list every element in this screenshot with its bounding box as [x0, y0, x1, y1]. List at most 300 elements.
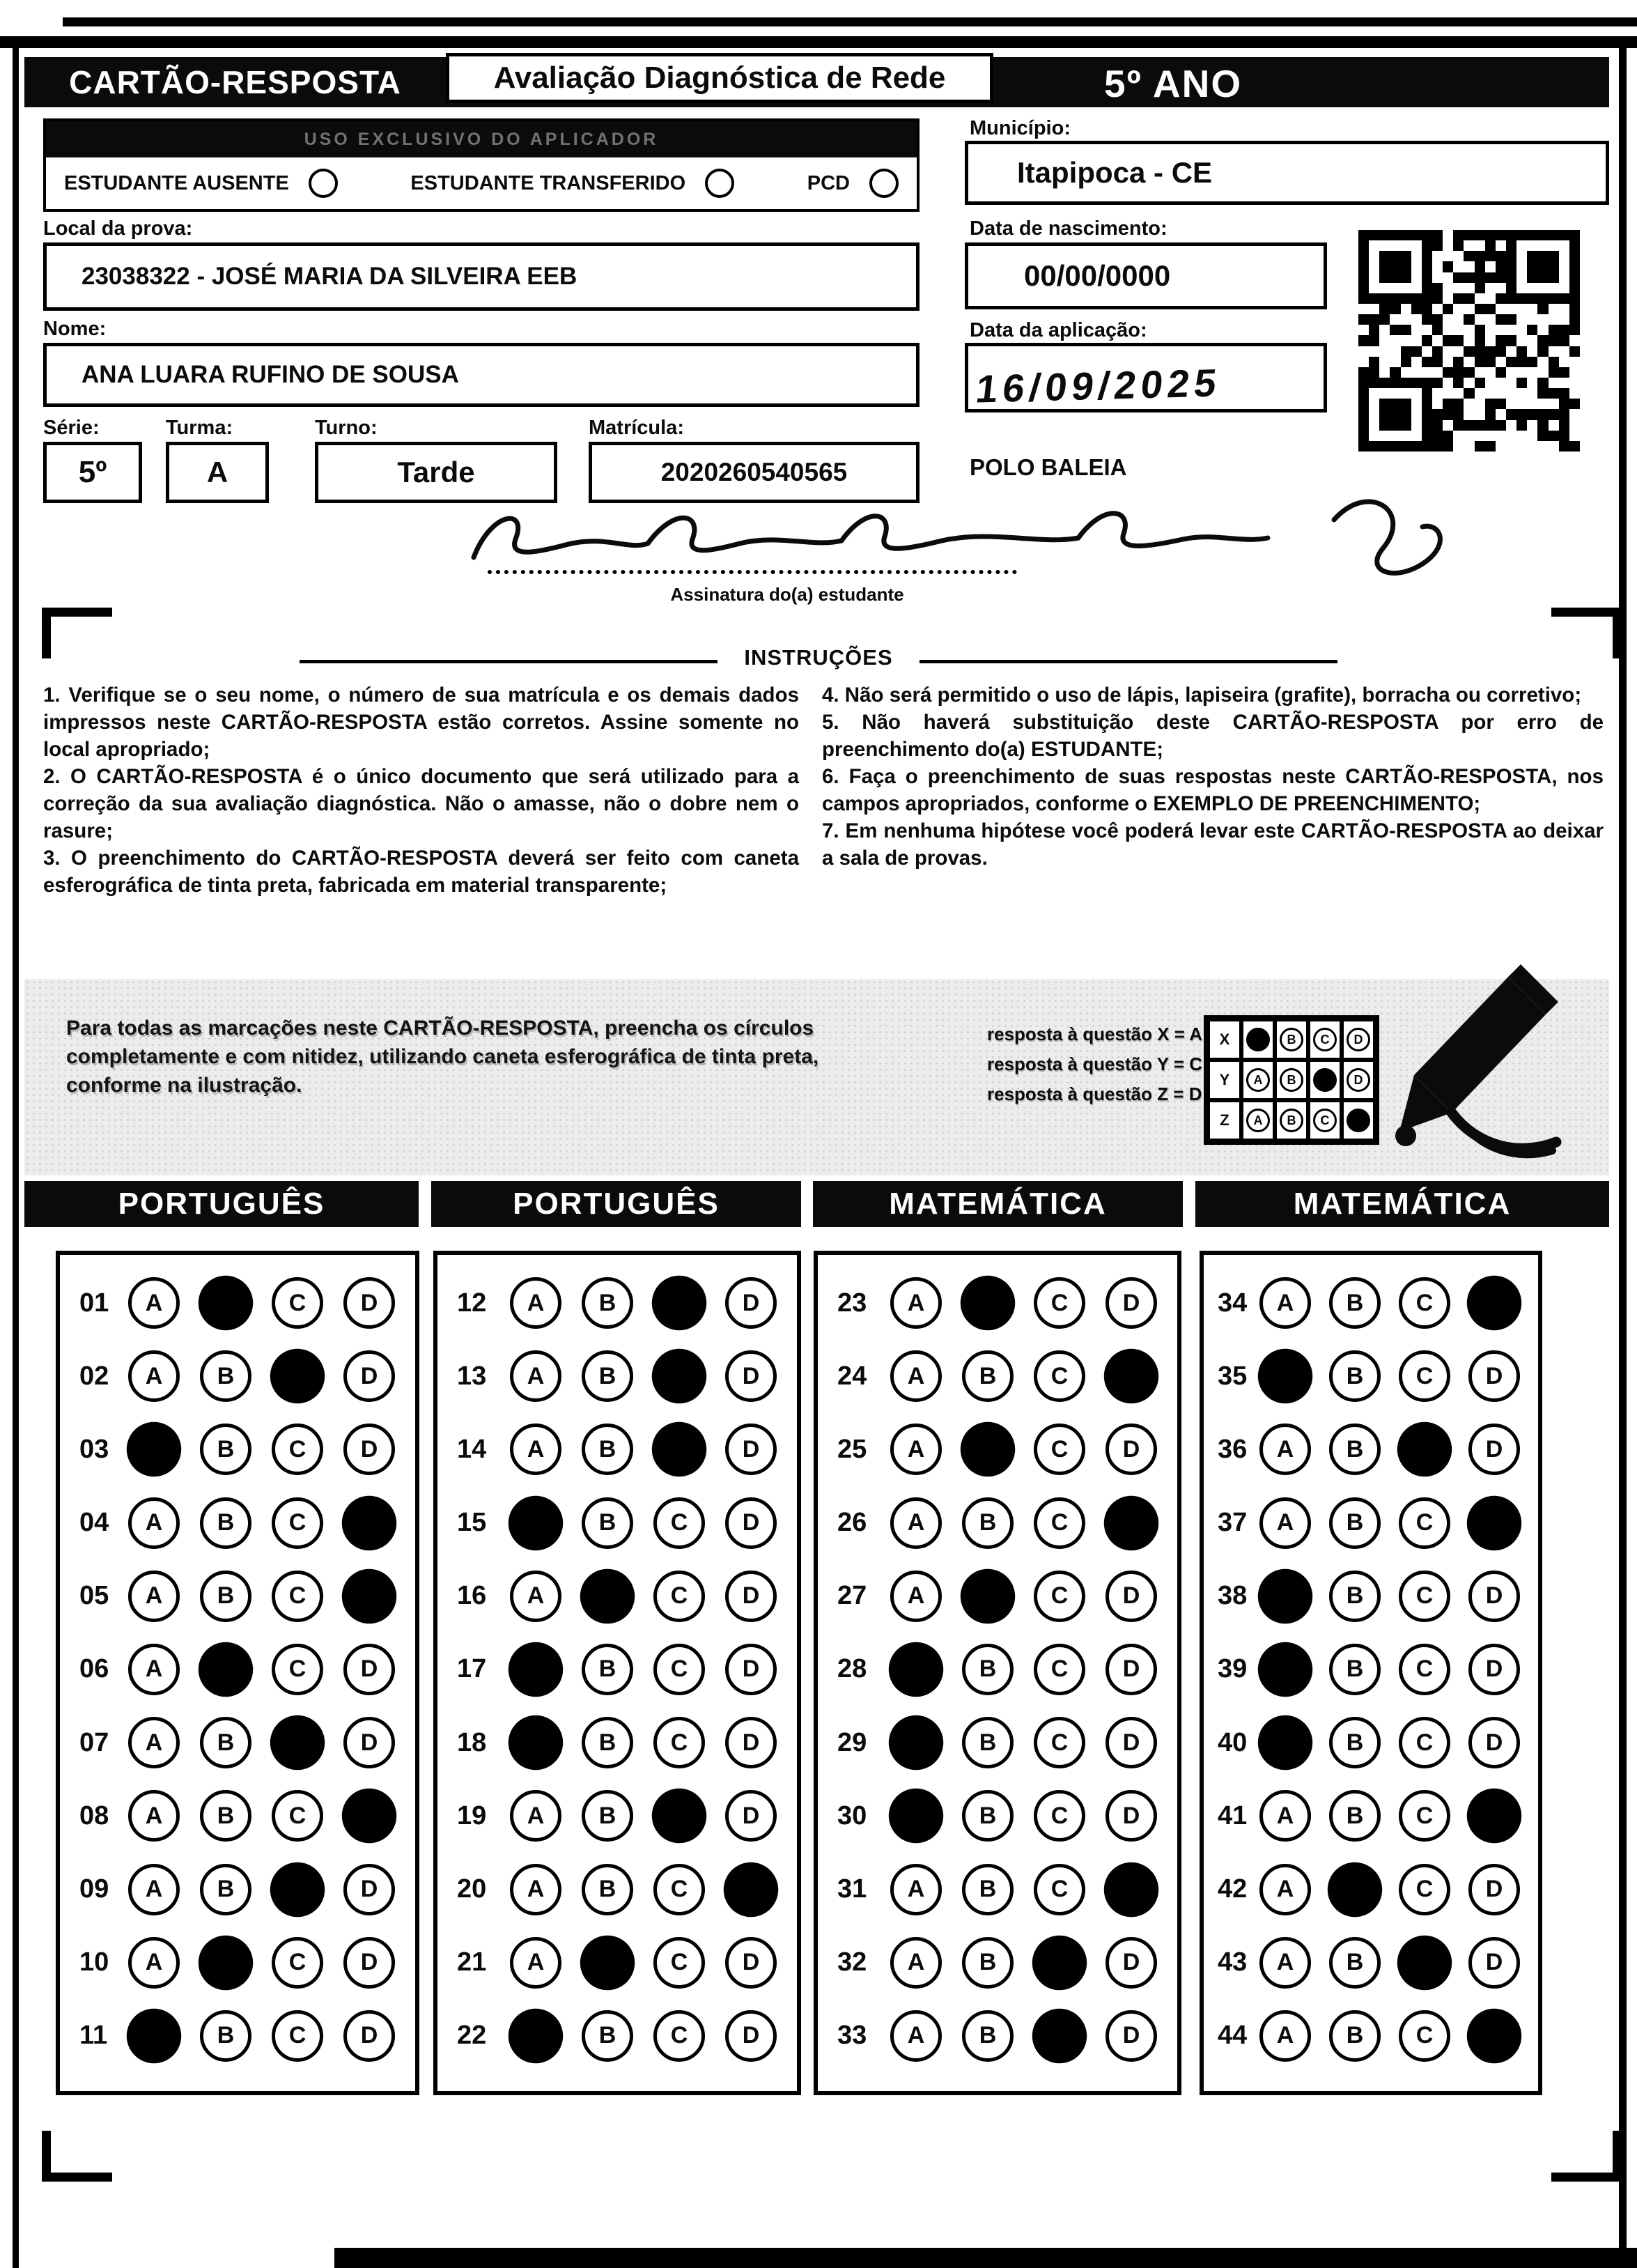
qr-module [1516, 399, 1527, 409]
answer-bubble-A[interactable]: A [1258, 1642, 1312, 1697]
qr-module [1559, 420, 1569, 431]
qr-module [1537, 261, 1548, 272]
qr-module [1537, 314, 1548, 325]
page-top-rule [63, 17, 1637, 26]
answer-bubble-C[interactable]: C [272, 1937, 323, 1989]
answer-bubble-B[interactable]: B [1329, 1350, 1381, 1402]
answer-bubble-D[interactable]: D [1467, 1789, 1521, 1843]
answer-bubble-A[interactable]: A [510, 1277, 561, 1329]
answer-bubble-A[interactable]: A [890, 2010, 942, 2062]
qr-module [1401, 420, 1411, 431]
answer-bubble-D[interactable]: D [343, 1350, 395, 1402]
answer-bubble-C[interactable]: C [270, 1862, 325, 1916]
answer-bubble-D[interactable]: D [1105, 1937, 1157, 1989]
qr-module [1464, 335, 1474, 346]
qr-module [1358, 367, 1369, 378]
answer-bubble-C[interactable]: C [272, 1790, 323, 1842]
answer-bubble-C[interactable]: C [1399, 1790, 1450, 1842]
answer-bubble-D[interactable]: D [1104, 1862, 1158, 1916]
answer-bubble-A[interactable]: A [509, 1715, 563, 1770]
qr-module [1485, 240, 1496, 251]
qr-module [1443, 283, 1453, 293]
answer-bubble-D[interactable]: D [1104, 1495, 1158, 1550]
qr-module [1516, 304, 1527, 314]
answer-bubble-B[interactable]: B [200, 1864, 251, 1915]
turma-box [166, 442, 269, 503]
answer-bubble-B[interactable]: B [200, 1424, 251, 1475]
answer-bubble-B[interactable]: B [962, 1497, 1014, 1549]
answer-bubble-D[interactable]: D [1467, 1276, 1521, 1330]
answer-bubble-A[interactable]: A [510, 1424, 561, 1475]
qr-module [1358, 314, 1369, 325]
qr-module [1485, 388, 1496, 399]
qr-module [1559, 357, 1569, 367]
qr-code [1358, 230, 1580, 452]
qr-module [1516, 261, 1527, 272]
answer-bubble-C[interactable]: C [652, 1422, 706, 1476]
status-label: ESTUDANTE AUSENTE [64, 171, 289, 194]
answer-bubble-D[interactable]: D [342, 1569, 396, 1623]
qr-module [1443, 409, 1453, 419]
answer-bubble-D[interactable]: D [343, 1277, 395, 1329]
answer-bubble-C[interactable]: C [1034, 1350, 1085, 1402]
answer-bubble-C[interactable]: C [272, 1424, 323, 1475]
answer-bubble-D[interactable]: D [725, 1424, 777, 1475]
example-row-label: Y [1208, 1060, 1241, 1100]
qr-module [1390, 293, 1400, 304]
answer-bubble-D[interactable]: D [725, 1644, 777, 1695]
answer-bubble-B[interactable]: B [961, 1569, 1015, 1623]
answer-bubble-B[interactable]: B [582, 1277, 633, 1329]
instructions-rule-right [920, 660, 1337, 663]
answer-bubble-B[interactable]: B [199, 1642, 253, 1697]
answer-bubble-C[interactable]: C [653, 1937, 705, 1989]
answer-bubble-B[interactable]: B [1329, 1424, 1381, 1475]
answer-bubble-B[interactable]: B [582, 1790, 633, 1842]
answer-bubble-B[interactable]: B [1329, 1937, 1381, 1989]
answer-bubble-B[interactable]: B [962, 2010, 1014, 2062]
turma-label: Turma: [166, 417, 233, 439]
example-bubble-B: B [1280, 1109, 1303, 1132]
qr-module [1443, 357, 1453, 367]
qr-module [1559, 251, 1569, 261]
answer-bubble-C[interactable]: C [653, 1571, 705, 1622]
answer-bubble-A[interactable]: A [1259, 1497, 1311, 1549]
answer-bubble-D[interactable]: D [724, 1862, 778, 1916]
answer-bubble-C[interactable]: C [1034, 1644, 1085, 1695]
example-row [1208, 1019, 1375, 1060]
answer-bubble-C[interactable]: C [1399, 1350, 1450, 1402]
answer-bubble-A[interactable]: A [127, 1422, 181, 1476]
answer-bubble-A[interactable]: A [1259, 1790, 1311, 1842]
answer-bubble-A[interactable]: A [127, 2009, 181, 2063]
qr-module [1464, 314, 1474, 325]
qr-module [1379, 409, 1390, 419]
answer-bubble-C[interactable]: C [1034, 1497, 1085, 1549]
answer-bubble-A[interactable]: A [128, 1571, 180, 1622]
answer-bubble-B[interactable]: B [962, 1790, 1014, 1842]
answer-bubble-D[interactable]: D [343, 1864, 395, 1915]
answer-bubble-A[interactable]: A [1258, 1349, 1312, 1403]
answer-bubble-C[interactable]: C [653, 1497, 705, 1549]
answer-bubble-D[interactable]: D [1468, 1644, 1520, 1695]
answer-bubble-A[interactable]: A [128, 1277, 180, 1329]
qr-module [1358, 357, 1369, 367]
qr-module [1453, 441, 1464, 452]
answer-bubble-B[interactable]: B [1328, 1862, 1382, 1916]
answer-bubble-D[interactable]: D [725, 1790, 777, 1842]
answer-bubble-D[interactable]: D [1468, 1571, 1520, 1622]
answer-bubble-A[interactable]: A [889, 1715, 943, 1770]
answer-bubble-C[interactable]: C [1034, 1571, 1085, 1622]
answer-bubble-C[interactable]: C [1034, 1717, 1085, 1768]
qr-module [1464, 420, 1474, 431]
answer-bubble-A[interactable]: A [128, 1644, 180, 1695]
answer-bubble-D[interactable]: D [725, 1350, 777, 1402]
example-bubble-D: D [1347, 1068, 1370, 1092]
answer-bubble-C[interactable]: C [1399, 1864, 1450, 1915]
ausente-bubble[interactable] [309, 169, 338, 198]
qr-module [1390, 335, 1400, 346]
qr-module [1453, 272, 1464, 283]
answer-bubble-B[interactable]: B [962, 1350, 1014, 1402]
answer-bubble-B[interactable]: B [961, 1276, 1015, 1330]
qr-module [1506, 367, 1516, 378]
answer-grid-portugues-2 [433, 1251, 801, 2095]
answer-bubble-A[interactable]: A [128, 1497, 180, 1549]
qr-module [1485, 441, 1496, 452]
answer-bubble-D[interactable]: D [725, 1571, 777, 1622]
answer-bubble-A[interactable]: A [1258, 1569, 1312, 1623]
answer-bubble-B[interactable]: B [1329, 1571, 1381, 1622]
answer-bubble-A[interactable]: A [509, 1495, 563, 1550]
qr-module [1358, 431, 1369, 441]
qr-module [1443, 261, 1453, 272]
qr-module [1390, 272, 1400, 283]
answer-bubble-D[interactable]: D [1468, 1424, 1520, 1475]
answer-bubble-C[interactable]: C [653, 1864, 705, 1915]
answer-bubble-B[interactable]: B [582, 1864, 633, 1915]
answer-bubble-D[interactable]: D [1105, 1424, 1157, 1475]
answer-bubble-C[interactable]: C [653, 1717, 705, 1768]
qr-module [1496, 283, 1506, 293]
answer-bubble-C[interactable]: C [1034, 1277, 1085, 1329]
answer-bubble-B[interactable]: B [580, 1569, 635, 1623]
question-row [437, 1497, 797, 1549]
answer-bubble-C[interactable]: C [272, 2010, 323, 2062]
answer-bubble-D[interactable]: D [342, 1789, 396, 1843]
qr-module [1485, 399, 1496, 409]
qr-module [1369, 409, 1379, 419]
question-number: 13 [457, 1361, 487, 1391]
answer-bubble-A[interactable]: A [890, 1350, 942, 1402]
answer-bubble-C[interactable]: C [1034, 1424, 1085, 1475]
qr-module [1516, 420, 1527, 431]
qr-module [1549, 293, 1559, 304]
section-header-matematica-1: MATEMÁTICA [813, 1181, 1183, 1227]
answer-bubble-D[interactable]: D [725, 1937, 777, 1989]
answer-bubble-B[interactable]: B [962, 1864, 1014, 1915]
transferido-bubble[interactable] [705, 169, 734, 198]
question-row [60, 2010, 415, 2062]
answer-bubble-A[interactable]: A [1259, 1424, 1311, 1475]
answer-bubble-A[interactable]: A [509, 2009, 563, 2063]
question-number: 02 [79, 1361, 109, 1391]
question-row [1204, 1424, 1538, 1475]
answer-bubble-B[interactable]: B [582, 1717, 633, 1768]
answer-bubble-D[interactable]: D [1468, 1717, 1520, 1768]
answer-bubble-D[interactable]: D [725, 1717, 777, 1768]
municipio-value: Itapipoca - CE [1017, 156, 1213, 189]
question-number: 05 [79, 1581, 109, 1611]
answer-bubble-D[interactable]: D [1105, 1277, 1157, 1329]
answer-bubble-D[interactable]: D [1468, 1937, 1520, 1989]
answer-bubble-A[interactable]: A [890, 1571, 942, 1622]
answer-bubble-C[interactable]: C [272, 1644, 323, 1695]
aplicacao-label: Data da aplicação: [970, 319, 1147, 341]
answer-bubble-C[interactable]: C [652, 1276, 706, 1330]
answer-bubble-B[interactable]: B [582, 1497, 633, 1549]
answer-bubble-D[interactable]: D [343, 1424, 395, 1475]
answer-bubble-A[interactable]: A [510, 1937, 561, 1989]
answer-bubble-D[interactable]: D [1105, 1790, 1157, 1842]
fill-example-box [24, 979, 1609, 1175]
card-title: CARTÃO-RESPOSTA [69, 64, 401, 100]
question-row [818, 1864, 1177, 1915]
answer-bubble-B[interactable]: B [1329, 1277, 1381, 1329]
answer-bubble-D[interactable]: D [343, 1717, 395, 1768]
answer-bubble-A[interactable]: A [510, 1350, 561, 1402]
answer-bubble-B[interactable]: B [200, 1497, 251, 1549]
answer-bubble-D[interactable]: D [725, 1497, 777, 1549]
qr-module [1411, 314, 1422, 325]
question-row [818, 1350, 1177, 1402]
answer-bubble-D[interactable]: D [1105, 1717, 1157, 1768]
qr-module [1390, 240, 1400, 251]
qr-module [1401, 346, 1411, 357]
answer-bubble-B[interactable]: B [199, 1276, 253, 1330]
qr-module [1358, 441, 1369, 452]
question-row [437, 1644, 797, 1695]
answer-bubble-B[interactable]: B [961, 1422, 1015, 1476]
answer-bubble-B[interactable]: B [582, 1350, 633, 1402]
qr-module [1432, 293, 1443, 304]
answer-bubble-A[interactable]: A [889, 1642, 943, 1697]
answer-bubble-A[interactable]: A [128, 1717, 180, 1768]
qr-module [1475, 388, 1485, 399]
answer-bubble-C[interactable]: C [272, 1497, 323, 1549]
qr-module [1475, 378, 1485, 388]
answer-bubble-A[interactable]: A [128, 1350, 180, 1402]
qr-module [1485, 325, 1496, 335]
qr-module [1369, 314, 1379, 325]
answer-bubble-B[interactable]: B [962, 1644, 1014, 1695]
question-number: 32 [837, 1947, 867, 1977]
answer-bubble-B[interactable]: B [200, 2010, 251, 2062]
answer-bubble-B[interactable]: B [962, 1717, 1014, 1768]
answer-bubble-D[interactable]: D [1467, 1495, 1521, 1550]
answer-bubble-B[interactable]: B [1329, 1644, 1381, 1695]
answer-bubble-A[interactable]: A [890, 1277, 942, 1329]
qr-module [1527, 367, 1537, 378]
qr-module [1401, 409, 1411, 419]
example-bubble-B: B [1280, 1028, 1303, 1051]
answer-bubble-B[interactable]: B [200, 1717, 251, 1768]
answer-bubble-B[interactable]: B [1329, 1790, 1381, 1842]
qr-module [1379, 388, 1390, 399]
answer-bubble-C[interactable]: C [270, 1715, 325, 1770]
qr-module [1432, 346, 1443, 357]
answer-bubble-C[interactable]: C [652, 1789, 706, 1843]
answer-bubble-D[interactable]: D [725, 2010, 777, 2062]
answer-bubble-B[interactable]: B [582, 1644, 633, 1695]
qr-module [1549, 314, 1559, 325]
answer-bubble-C[interactable]: C [1034, 1790, 1085, 1842]
answer-bubble-D[interactable]: D [342, 1495, 396, 1550]
qr-module [1464, 346, 1474, 357]
student-signature[interactable] [460, 496, 1470, 594]
qr-module [1549, 431, 1559, 441]
answer-bubble-D[interactable]: D [1468, 1864, 1520, 1915]
instructions-column-left [43, 681, 799, 899]
question-row [818, 1717, 1177, 1768]
answer-bubble-C[interactable]: C [1399, 1717, 1450, 1768]
qr-module [1527, 293, 1537, 304]
qr-module [1432, 283, 1443, 293]
answer-bubble-B[interactable]: B [580, 1935, 635, 1989]
answer-bubble-C[interactable]: C [1399, 1497, 1450, 1549]
qr-module [1369, 261, 1379, 272]
answer-bubble-A[interactable]: A [509, 1642, 563, 1697]
qr-module [1379, 441, 1390, 452]
answer-bubble-D[interactable]: D [343, 1644, 395, 1695]
answer-bubble-D[interactable]: D [1104, 1349, 1158, 1403]
answer-bubble-D[interactable]: D [343, 2010, 395, 2062]
answer-bubble-B[interactable]: B [582, 2010, 633, 2062]
question-row [437, 1424, 797, 1475]
answer-bubble-A[interactable]: A [889, 1789, 943, 1843]
instruction-item: 6. Faça o preenchimento de suas respostas neste CARTÃO-RESPOSTA, nos campos apropriados, conforme o EXEMPLO DE PREENCHIMENTO; [822, 765, 1604, 815]
qr-module [1516, 335, 1527, 346]
qr-module [1369, 293, 1379, 304]
qr-module [1475, 272, 1485, 283]
qr-module [1453, 409, 1464, 419]
qr-module [1496, 293, 1506, 304]
answer-bubble-C[interactable]: C [270, 1349, 325, 1403]
qr-module [1496, 251, 1506, 261]
qr-module [1369, 230, 1379, 240]
answer-bubble-D[interactable]: D [1105, 1644, 1157, 1695]
answer-bubble-A[interactable]: A [890, 1424, 942, 1475]
qr-module [1369, 251, 1379, 261]
qr-module [1432, 325, 1443, 335]
answer-bubble-A[interactable]: A [510, 1790, 561, 1842]
answer-bubble-C[interactable]: C [272, 1571, 323, 1622]
qr-module [1485, 283, 1496, 293]
answer-bubble-C[interactable]: C [1034, 1864, 1085, 1915]
answer-bubble-A[interactable]: A [1258, 1715, 1312, 1770]
qr-module [1422, 388, 1432, 399]
instruction-item: 3. O preenchimento do CARTÃO-RESPOSTA deverá ser feito com caneta esferográfica de tinta preta, fabricada em material transparente; [43, 847, 799, 897]
answer-bubble-D[interactable]: D [725, 1277, 777, 1329]
answer-bubble-C[interactable]: C [1397, 1935, 1452, 1989]
page-bottom-rule [334, 2248, 1637, 2268]
pcd-bubble[interactable] [869, 169, 899, 198]
answer-bubble-A[interactable]: A [1259, 2010, 1311, 2062]
qr-module [1411, 293, 1422, 304]
answer-bubble-B[interactable]: B [1329, 2010, 1381, 2062]
question-number: 23 [837, 1288, 867, 1318]
answer-bubble-C[interactable]: C [653, 2010, 705, 2062]
answer-bubble-D[interactable]: D [1468, 1350, 1520, 1402]
nascimento-box [965, 242, 1327, 309]
answer-bubble-A[interactable]: A [128, 1937, 180, 1989]
nome-value: ANA LUARA RUFINO DE SOUSA [82, 361, 459, 388]
answer-bubble-D[interactable]: D [1105, 1571, 1157, 1622]
answer-bubble-A[interactable]: A [510, 1571, 561, 1622]
answer-bubble-A[interactable]: A [128, 1864, 180, 1915]
qr-module [1453, 346, 1464, 357]
answer-bubble-D[interactable]: D [1105, 2010, 1157, 2062]
answer-bubble-B[interactable]: B [582, 1424, 633, 1475]
question-row [60, 1424, 415, 1475]
answer-bubble-A[interactable]: A [1259, 1937, 1311, 1989]
matricula-value: 2020260540565 [660, 458, 848, 486]
question-row [60, 1350, 415, 1402]
qr-module [1432, 230, 1443, 240]
answer-bubble-A[interactable]: A [128, 1790, 180, 1842]
answer-bubble-B[interactable]: B [1329, 1497, 1381, 1549]
answer-bubble-A[interactable]: A [890, 1497, 942, 1549]
qr-module [1369, 357, 1379, 367]
answer-bubble-D[interactable]: D [343, 1937, 395, 1989]
answer-bubble-C[interactable]: C [1399, 1277, 1450, 1329]
answer-bubble-A[interactable]: A [890, 1937, 942, 1989]
answer-bubble-C[interactable]: C [1399, 2010, 1450, 2062]
answer-bubble-B[interactable]: B [962, 1937, 1014, 1989]
answer-bubble-B[interactable]: B [199, 1935, 253, 1989]
answer-bubble-B[interactable]: B [1329, 1717, 1381, 1768]
answer-bubble-C[interactable]: C [653, 1644, 705, 1695]
answer-bubble-C[interactable]: C [1399, 1571, 1450, 1622]
answer-bubble-C[interactable]: C [652, 1349, 706, 1403]
question-number: 24 [837, 1361, 867, 1391]
question-number: 17 [457, 1654, 487, 1684]
qr-module [1358, 272, 1369, 283]
qr-module [1496, 431, 1506, 441]
qr-module [1527, 431, 1537, 441]
answer-bubble-C[interactable]: C [1397, 1422, 1452, 1476]
instruction-item: 7. Em nenhuma hipótese você poderá levar este CARTÃO-RESPOSTA ao deixar a sala de provas. [822, 819, 1604, 870]
section-header-portugues-2: PORTUGUÊS [431, 1181, 801, 1227]
qr-module [1422, 335, 1432, 346]
answer-bubble-B[interactable]: B [200, 1571, 251, 1622]
answer-bubble-C[interactable]: C [1032, 2009, 1087, 2063]
answer-bubble-A[interactable]: A [510, 1864, 561, 1915]
answer-bubble-C[interactable]: C [1399, 1644, 1450, 1695]
answer-bubble-A[interactable]: A [890, 1864, 942, 1915]
answer-bubble-D[interactable]: D [1467, 2009, 1521, 2063]
answer-bubble-B[interactable]: B [200, 1350, 251, 1402]
qr-module [1549, 261, 1559, 272]
answer-bubble-A[interactable]: A [1259, 1864, 1311, 1915]
answer-bubble-A[interactable]: A [1259, 1277, 1311, 1329]
qr-module [1569, 335, 1580, 346]
answer-bubble-C[interactable]: C [1032, 1935, 1087, 1989]
answer-bubble-C[interactable]: C [272, 1277, 323, 1329]
answer-bubble-B[interactable]: B [200, 1790, 251, 1842]
qr-module [1516, 251, 1527, 261]
